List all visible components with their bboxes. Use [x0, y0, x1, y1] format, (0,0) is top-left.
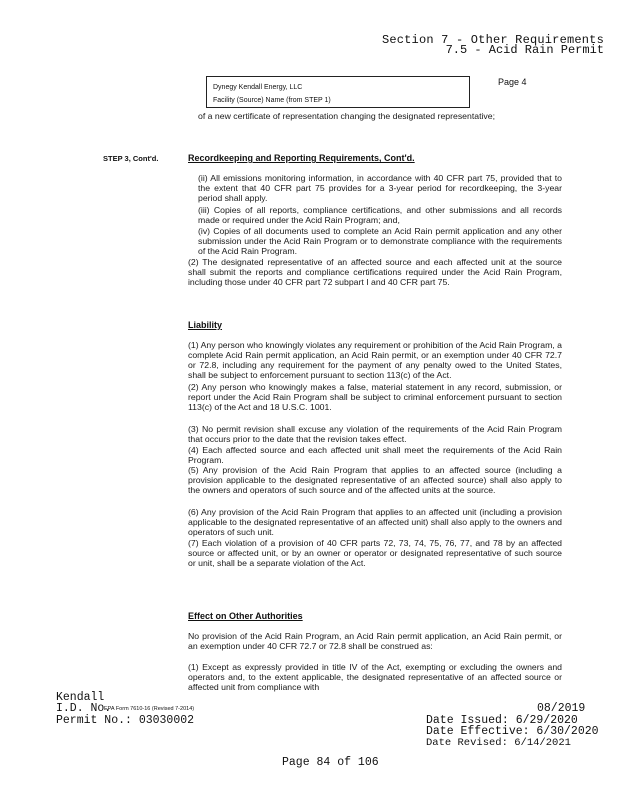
liability-item-5: (5) Any provision of the Acid Rain Program that applies to an affected source (including a provision applicable to the designated representative of an affected source) shall also apply to the owners and operators of such source and of the affected units at the source. [188, 465, 562, 495]
date-effective: Date Effective: 6/30/2020 [426, 725, 599, 738]
liability-item-4: (4) Each affected source and each affected unit shall meet the requirements of the Acid Rain Program. [188, 445, 562, 465]
intro-text: of a new certificate of representation changing the designated representative; [198, 111, 496, 121]
form-page-number: Page 4 [498, 77, 527, 87]
recordkeeping-item-ii: (ii) All emissions monitoring information, in accordance with 40 CFR part 75, provided that to the extent that 40 CFR part 75 provides for a 3-year period for recordkeeping, the 3-year period shall apply. [198, 173, 562, 203]
step-label: STEP 3, Cont'd. [103, 154, 159, 163]
recordkeeping-item-iv: (iv) Copies of all documents used to complete an Acid Rain permit application and any other submission under the Acid Rain Program or to demonstrate compliance with the requirements of the Acid Rain Program. [198, 226, 562, 256]
company-box [206, 76, 470, 108]
liability-item-1: (1) Any person who knowingly violates any requirement or prohibition of the Acid Rain Program, a complete Acid Rain permit application, an Acid Rain permit, or an exemption under 40 CFR 72.7 or 72.8, including any requirement for the payment of any penalty owed to the United States, shall be subject to enforcement pursuant to section 113(c) of the Act. [188, 340, 562, 380]
date-issued: Date Issued: 6/29/2020 [426, 714, 578, 727]
footer-permit-no: Permit No.: 03030002 [56, 714, 195, 727]
page-counter: Page 84 of 106 [282, 756, 379, 769]
effect-heading: Effect on Other Authorities [188, 611, 303, 621]
recordkeeping-item-2: (2) The designated representative of an affected source and each affected unit at the source shall submit the reports and compliance certifications required under the Acid Rain Program, including those under 40 CFR part 72 subpart I and 40 CFR part 75. [188, 257, 562, 287]
recordkeeping-heading: Recordkeeping and Reporting Requirements, Cont'd. [188, 153, 415, 163]
effect-intro: No provision of the Acid Rain Program, an Acid Rain permit application, an Acid Rain permit, or an exemption under 40 CFR 72.7 or 72.8 shall be construed as: [188, 631, 562, 651]
date-revised: Date Revised: 6/14/2021 [426, 737, 571, 749]
footer-kendall: Kendall [56, 691, 105, 704]
liability-heading: Liability [188, 320, 223, 330]
footer-id-no: I.D. No. [56, 702, 112, 715]
recordkeeping-item-iii: (iii) Copies of all reports, compliance certifications, and other submissions and all records made or required under the Acid Rain Program; and, [198, 205, 562, 225]
effect-item-1: (1) Except as expressly provided in title IV of the Act, exempting or excluding the owners and operators and, to the extent applicable, the designated representative of an affected source or affected unit from compliance with [188, 662, 562, 692]
liability-item-6: (6) Any provision of the Acid Rain Program that applies to an affected unit (including a provision applicable to the designated representative of an affected unit) shall also apply to the owners and operators of such unit. [188, 507, 562, 537]
section-title: Section 7 - Other Requirements [381, 33, 604, 47]
facility-label: Facility (Source) Name (from STEP 1) [213, 97, 331, 104]
company-name: Dynegy Kendall Energy, LLC [213, 84, 303, 91]
liability-item-7: (7) Each violation of a provision of 40 CFR parts 72, 73, 74, 75, 76, 77, and 78 by an affected source or affected unit, or by an owner or operator or designated representative of such source or unit, shall be a separate violation of the Act. [188, 538, 562, 568]
liability-item-2: (2) Any person who knowingly makes a false, material statement in any record, submission, or report under the Acid Rain Program shall be subject to criminal enforcement pursuant to section 113(c) of the Act and 18 U.S.C. 1001. [188, 382, 562, 412]
section-subtitle: 7.5 - Acid Rain Permit [445, 43, 604, 57]
epa-form-label: EPA Form 7610-16 (Revised 7-2014) [104, 706, 195, 712]
liability-item-3: (3) No permit revision shall excuse any violation of the requirements of the Acid Rain Program that occurs prior to the date that the revision takes effect. [188, 424, 562, 444]
footer-date-top: 08/2019 [537, 702, 586, 715]
